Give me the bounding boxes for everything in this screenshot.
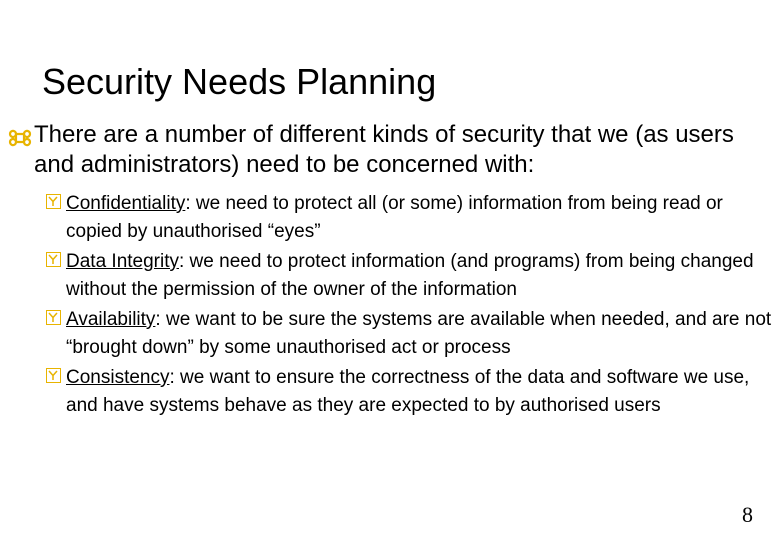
term-availability: Availability xyxy=(66,309,156,330)
checkbox-y-icon xyxy=(46,368,61,383)
sub-bullet-availability xyxy=(46,306,778,362)
checkbox-y-icon xyxy=(46,252,61,267)
checkbox-y-icon xyxy=(46,194,61,209)
checkbox-y-icon xyxy=(46,310,61,325)
slide-title: Security Needs Planning xyxy=(42,61,437,102)
description-consistency: : we want to ensure the correctness of the data and software we use, and have systems behave as they are expected to by authorised users xyxy=(66,367,750,416)
page-number: 8 xyxy=(742,502,753,527)
term-confidentiality: Confidentiality xyxy=(66,193,186,214)
term-data-integrity: Data Integrity xyxy=(66,251,179,272)
term-consistency: Consistency xyxy=(66,367,170,388)
sub-bullet-confidentiality xyxy=(46,190,778,246)
main-bullet-text: There are a number of different kinds of security that we (as users and administrators) need to be concerned with: xyxy=(34,121,734,178)
sub-bullet-consistency xyxy=(46,364,778,420)
command-key-icon xyxy=(8,126,32,150)
description-confidentiality: : we need to protect all (or some) information from being read or copied by unauthorised “eyes” xyxy=(66,193,723,242)
main-bullet xyxy=(8,120,776,180)
description-data-integrity: : we need to protect information (and programs) from being changed without the permission of the owner of the information xyxy=(66,251,754,300)
description-availability: : we want to be sure the systems are available when needed, and are not “brought down” by some unauthorised act or process xyxy=(66,309,772,358)
sub-bullet-list xyxy=(46,190,778,422)
sub-bullet-data-integrity xyxy=(46,248,778,304)
